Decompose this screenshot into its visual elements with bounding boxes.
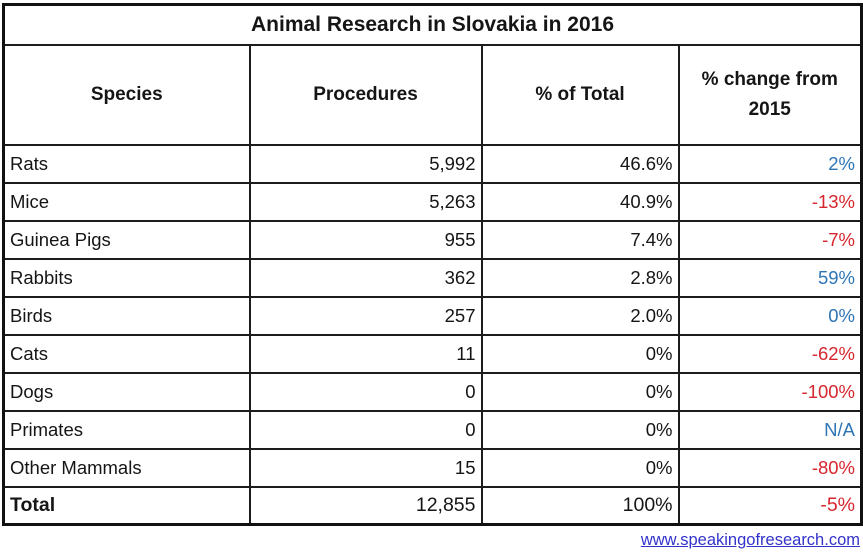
pct-total-cell: 40.9% — [482, 183, 679, 221]
change-cell: -100% — [679, 373, 862, 411]
procedures-cell: 0 — [250, 411, 482, 449]
procedures-cell: 362 — [250, 259, 482, 297]
column-header-pct-total: % of Total — [482, 45, 679, 145]
total-label: Total — [4, 487, 250, 525]
table-row — [4, 297, 862, 335]
total-pct-cell: 100% — [482, 487, 679, 525]
pct-total-cell: 0% — [482, 449, 679, 487]
pct-total-cell: 0% — [482, 373, 679, 411]
change-cell: 2% — [679, 145, 862, 183]
table-title-row — [4, 5, 862, 45]
pct-total-cell: 0% — [482, 411, 679, 449]
procedures-cell: 11 — [250, 335, 482, 373]
species-cell: Guinea Pigs — [4, 221, 250, 259]
species-cell: Birds — [4, 297, 250, 335]
table-header-row — [4, 45, 862, 145]
change-cell: N/A — [679, 411, 862, 449]
pct-total-cell: 0% — [482, 335, 679, 373]
change-cell: -80% — [679, 449, 862, 487]
procedures-cell: 955 — [250, 221, 482, 259]
table-total-row — [4, 487, 862, 525]
total-procedures-cell: 12,855 — [250, 487, 482, 525]
table-row — [4, 145, 862, 183]
species-cell: Rats — [4, 145, 250, 183]
change-cell: -13% — [679, 183, 862, 221]
species-cell: Cats — [4, 335, 250, 373]
change-cell: -7% — [679, 221, 862, 259]
procedures-cell: 15 — [250, 449, 482, 487]
table-row — [4, 221, 862, 259]
species-cell: Dogs — [4, 373, 250, 411]
column-header-species: Species — [4, 45, 250, 145]
table-row — [4, 335, 862, 373]
species-cell: Rabbits — [4, 259, 250, 297]
table-row — [4, 449, 862, 487]
column-header-change: % change from 2015 — [679, 45, 862, 145]
table-row — [4, 373, 862, 411]
species-cell: Mice — [4, 183, 250, 221]
animal-research-table — [2, 3, 863, 526]
table-row — [4, 411, 862, 449]
column-header-procedures: Procedures — [250, 45, 482, 145]
footer — [641, 531, 860, 550]
procedures-cell: 257 — [250, 297, 482, 335]
table-row — [4, 259, 862, 297]
total-change-cell: -5% — [679, 487, 862, 525]
pct-total-cell: 7.4% — [482, 221, 679, 259]
procedures-cell: 5,992 — [250, 145, 482, 183]
table-title: Animal Research in Slovakia in 2016 — [4, 5, 862, 45]
pct-total-cell: 2.8% — [482, 259, 679, 297]
species-cell: Primates — [4, 411, 250, 449]
table-row — [4, 183, 862, 221]
change-cell: 59% — [679, 259, 862, 297]
procedures-cell: 0 — [250, 373, 482, 411]
pct-total-cell: 2.0% — [482, 297, 679, 335]
pct-total-cell: 46.6% — [482, 145, 679, 183]
procedures-cell: 5,263 — [250, 183, 482, 221]
change-cell: -62% — [679, 335, 862, 373]
speaking-of-research-link[interactable]: www.speakingofresearch.com — [640, 531, 860, 549]
species-cell: Other Mammals — [4, 449, 250, 487]
change-cell: 0% — [679, 297, 862, 335]
